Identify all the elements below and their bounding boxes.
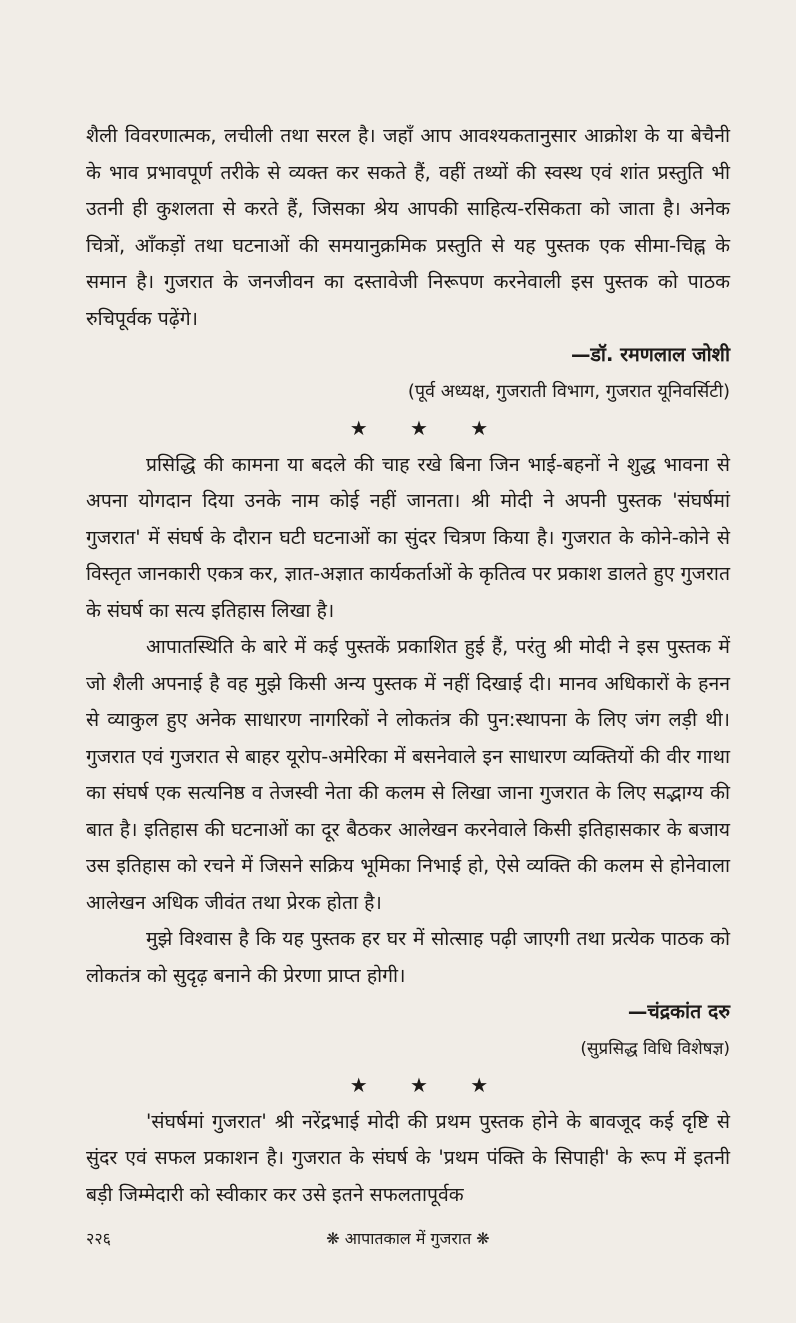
page-footer [86, 1228, 730, 1250]
running-title: ❋ आपातकाल में गुजरात ❋ [326, 1229, 490, 1248]
page-number: २२६ [86, 1229, 111, 1248]
page-body [86, 118, 730, 1213]
paragraph-5: 'संघर्षमां गुजरात' श्री नरेंद्रभाई मोदी की प्रथम पुस्तक होने के बावजूद कई दृष्टि से सुंदर एवं सफल प्रकाशन है। गुजरात के संघर्ष के 'प्रथम पंक्ति के सिपाही' के रूप में इतनी बड़ी जिम्मेदारी को स्वीकार कर उसे इतने सफलतापूर्वक [86, 1109, 730, 1206]
section-separator-1: ★ ★ ★ [349, 416, 507, 440]
paragraph-4: मुझे विश्वास है कि यह पुस्तक हर घर में सोत्साह पढ़ी जाएगी तथा प्रत्येक पाठक को लोकतंत्र को सुदृढ़ बनाने की प्रेरणा प्राप्त होगी। [86, 927, 730, 987]
signature-2-name: —चंद्रकांत दरु [627, 1000, 730, 1023]
paragraph-1: शैली विवरणात्मक, लचीली तथा सरल है। जहाँ आप आवश्यकतानुसार आक्रोश के या बेचैनी के भाव प्रभावपूर्ण तरीके से व्यक्त कर सकते हैं, वहीं तथ्यों की स्वस्थ एवं शांत प्रस्तुति भी उतनी ही कुशलता से करते हैं, जिसका श्रेय आपकी साहित्य-रसिकता को जाता है। अनेक चित्रों, आँकड़ों तथा घटनाओं की समयानुक्रमिक प्रस्तुति से यह पुस्तक एक सीमा-चिह्न के समान है। गुजरात के जनजीवन का दस्तावेजी निरूपण करनेवाली इस पुस्तक को पाठक रुचिपूर्वक पढ़ेंगे। [86, 124, 730, 330]
signature-2-role: (सुप्रसिद्ध विधि विशेषज्ञ) [580, 1038, 730, 1059]
paragraph-2: प्रसिद्धि की कामना या बदले की चाह रखे बिना जिन भाई-बहनों ने शुद्ध भावना से अपना योगदान दिया उनके नाम कोई नहीं जानता। श्री मोदी ने अपनी पुस्तक 'संघर्षमां गुजरात' में संघर्ष के दौरान घटी घटनाओं का सुंदर चित्रण किया है। गुजरात के कोने-कोने से विस्तृत जानकारी एकत्र कर, ज्ञात-अज्ञात कार्यकर्ताओं के कृतित्व पर प्रकाश डालते हुए गुजरात के संघर्ष का सत्य इतिहास लिखा है। [86, 452, 730, 622]
signature-1-role: (पूर्व अध्यक्ष, गुजराती विभाग, गुजरात यूनिवर्सिटी) [407, 380, 730, 402]
paragraph-3: आपातस्थिति के बारे में कई पुस्तकें प्रकाशित हुई हैं, परंतु श्री मोदी ने इस पुस्तक में जो शैली अपनाई है वह मुझे किसी अन्य पुस्तक में नहीं दिखाई दी। मानव अधिकारों के हनन से व्याकुल हुए अनेक साधारण नागरिकों ने लोकतंत्र की पुन:स्थापना के लिए जंग लड़ी थी। गुजरात एवं गुजरात से बाहर यूरोप-अमेरिका में बसनेवाले इन साधारण व्यक्तियों की वीर गाथा का संघर्ष एक सत्यनिष्ठ व तेजस्वी नेता की कलम से लिखा जाना गुजरात के लिए सद्भाग्य की बात है। इतिहास की घटनाओं का दूर बैठकर आलेखन करनेवाले किसी इतिहासकार के बजाय उस इतिहास को रचने में जिसने सक्रिय भूमिका निभाई हो, ऐसे व्यक्ति की कलम से होनेवाला आलेखन अधिक जीवंत तथा प्रेरक होता है। [86, 635, 730, 914]
signature-1-name: —डॉ. रमणलाल जोशी [570, 343, 730, 366]
section-separator-2: ★ ★ ★ [349, 1073, 507, 1097]
